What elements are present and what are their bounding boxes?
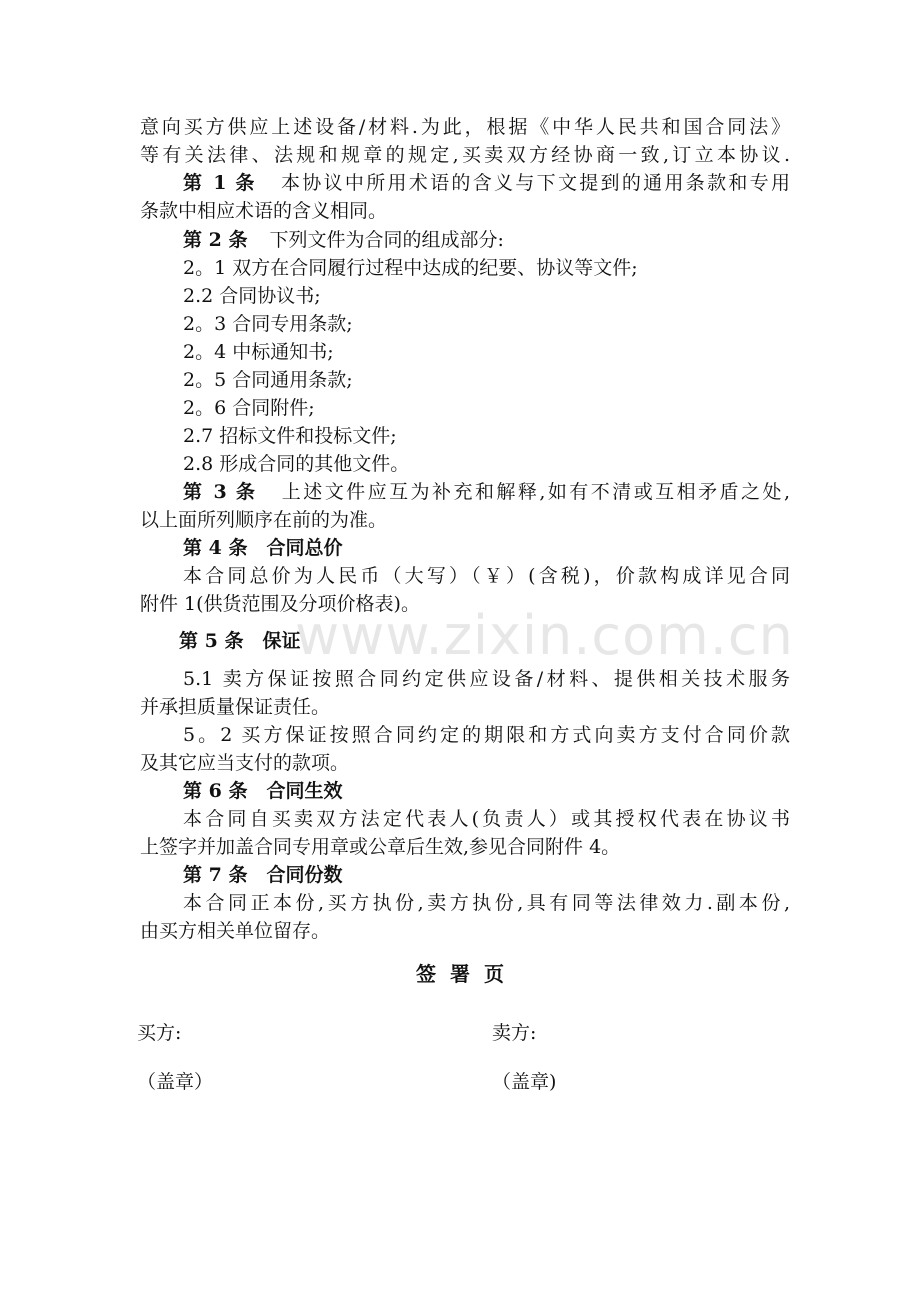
article-2-item-6: 2。6 合同附件;	[183, 397, 315, 419]
watermark: www.zixin.com.cn	[295, 604, 794, 667]
article-6-heading: 第 6 条 合同生效	[183, 780, 343, 802]
article-2-item-4: 2。4 中标通知书;	[183, 341, 334, 363]
article-5-1-line-1: 5.1 卖方保证按照合同约定供应设备/材料、提供相关技术服务	[183, 668, 790, 690]
article-3-text: 上述文件应互为补充和解释,如有不清或互相矛盾之处,	[279, 481, 790, 503]
article-6-line-2: 上签字并加盖合同专用章或公章后生效,参见合同附件 4。	[140, 836, 621, 858]
article-6-line-1: 本合同自买卖双方法定代表人(负责人）或其授权代表在协议书	[183, 808, 790, 830]
article-2-text: 下列文件为合同的组成部分:	[269, 229, 504, 251]
seller-label: 卖方:	[492, 1022, 537, 1044]
buyer-label: 买方:	[137, 1022, 182, 1044]
signature-page-title: 签署页	[416, 962, 518, 986]
article-2-line	[183, 227, 790, 253]
article-1-heading: 第 1 条	[183, 172, 257, 194]
intro-line-1: 意向买方供应上述设备/材料.为此，根据《中华人民共和国合同法》	[140, 116, 790, 138]
article-7-line-2: 由买方相关单位留存。	[140, 920, 331, 942]
article-3-line-2: 以上面所列顺序在前的为准。	[140, 509, 388, 531]
buyer-seal: （盖章）	[137, 1071, 214, 1093]
article-5-heading: 第 5 条 保证	[179, 630, 301, 652]
article-2-heading: 第 2 条	[183, 229, 248, 251]
article-2-item-3: 2。3 合同专用条款;	[183, 313, 353, 335]
article-2-item-2: 2.2 合同协议书;	[183, 285, 321, 307]
intro-line-2: 等有关法律、法规和规章的规定,买卖双方经协商一致,订立本协议.	[140, 144, 790, 166]
article-7-heading: 第 7 条 合同份数	[183, 864, 343, 886]
article-7-line-1: 本合同正本份,买方执份,卖方执份,具有同等法律效力.副本份,	[183, 892, 790, 914]
article-4-heading: 第 4 条 合同总价	[183, 537, 343, 559]
article-2-item-1: 2。1 双方在合同履行过程中达成的纪要、协议等文件;	[183, 257, 638, 279]
article-2-item-7: 2.7 招标文件和投标文件;	[183, 425, 397, 447]
article-5-2-line-1: 5。2 买方保证按照合同约定的期限和方式向卖方支付合同价款	[183, 724, 790, 746]
article-1-line-1	[183, 170, 790, 196]
article-4-line-1: 本合同总价为人民币（大写）（￥）(含税)，价款构成详见合同	[183, 565, 790, 587]
seller-seal: （盖章)	[492, 1071, 557, 1093]
article-4-line-2: 附件 1(供货范围及分项价格表)。	[140, 593, 420, 615]
article-5-1-line-2: 并承担质量保证责任。	[140, 696, 331, 718]
article-2-item-5: 2。5 合同通用条款;	[183, 369, 353, 391]
article-3-line-1	[183, 479, 790, 505]
article-3-heading: 第 3 条	[183, 481, 258, 503]
article-5-2-line-2: 及其它应当支付的款项。	[140, 752, 350, 774]
article-1-line-2: 条款中相应术语的含义相同。	[140, 200, 388, 222]
article-1-text: 本协议中所用术语的含义与下文提到的通用条款和专用	[278, 172, 790, 194]
article-2-item-8: 2.8 形成合同的其他文件。	[183, 453, 410, 475]
